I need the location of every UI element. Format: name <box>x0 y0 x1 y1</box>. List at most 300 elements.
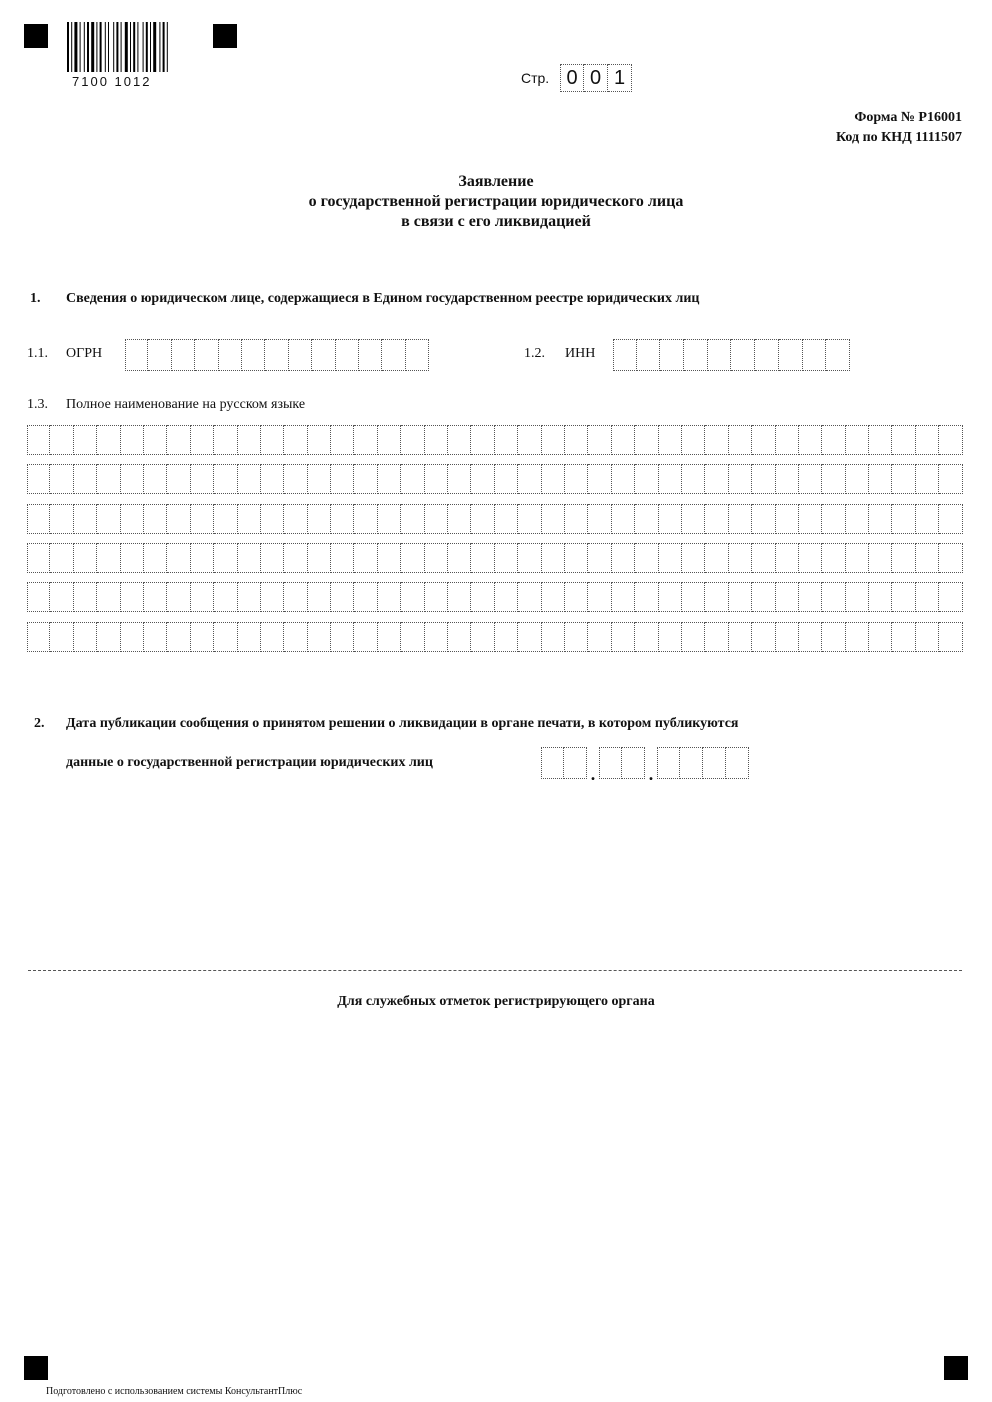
input-cell[interactable] <box>336 339 359 371</box>
input-cell[interactable] <box>612 504 635 534</box>
input-cell[interactable] <box>495 504 518 534</box>
input-cell[interactable] <box>916 543 939 573</box>
input-cell[interactable] <box>448 504 471 534</box>
input-cell[interactable] <box>378 582 401 612</box>
input-cell[interactable] <box>191 425 214 455</box>
input-cell[interactable] <box>121 504 144 534</box>
input-cell[interactable] <box>637 339 661 371</box>
input-cell[interactable] <box>284 504 307 534</box>
input-cell[interactable] <box>822 582 845 612</box>
input-cell[interactable] <box>382 339 405 371</box>
input-cell[interactable] <box>74 622 97 652</box>
input-cell[interactable] <box>27 504 50 534</box>
input-cell[interactable] <box>659 543 682 573</box>
input-cell[interactable] <box>284 425 307 455</box>
input-cell[interactable] <box>939 504 962 534</box>
input-cell[interactable] <box>242 339 265 371</box>
input-cell[interactable] <box>612 582 635 612</box>
input-cell[interactable] <box>74 582 97 612</box>
input-cell[interactable] <box>822 622 845 652</box>
input-cell[interactable] <box>588 582 611 612</box>
input-cell[interactable] <box>448 622 471 652</box>
input-cell[interactable] <box>846 425 869 455</box>
input-cell[interactable] <box>682 543 705 573</box>
input-cell[interactable] <box>238 464 261 494</box>
input-cell[interactable] <box>588 504 611 534</box>
input-cell[interactable] <box>752 622 775 652</box>
input-cell[interactable] <box>799 543 822 573</box>
date-cell[interactable] <box>622 747 645 779</box>
input-cell[interactable] <box>612 543 635 573</box>
input-cell[interactable] <box>167 504 190 534</box>
input-cell[interactable] <box>331 425 354 455</box>
input-cell[interactable] <box>916 464 939 494</box>
input-cell[interactable] <box>265 339 288 371</box>
input-cell[interactable] <box>822 464 845 494</box>
input-cell[interactable] <box>752 504 775 534</box>
fullname-row[interactable] <box>27 425 963 455</box>
input-cell[interactable] <box>729 582 752 612</box>
input-cell[interactable] <box>659 622 682 652</box>
input-cell[interactable] <box>705 464 728 494</box>
input-cell[interactable] <box>261 425 284 455</box>
input-cell[interactable] <box>27 543 50 573</box>
input-cell[interactable] <box>612 425 635 455</box>
input-cell[interactable] <box>331 504 354 534</box>
input-cell[interactable] <box>939 622 962 652</box>
input-cell[interactable] <box>705 543 728 573</box>
fullname-label: Полное наименование на русском языке <box>66 397 306 412</box>
input-cell[interactable] <box>659 582 682 612</box>
input-cell[interactable] <box>401 464 424 494</box>
input-cell[interactable] <box>542 543 565 573</box>
input-cell[interactable] <box>378 543 401 573</box>
input-cell[interactable] <box>50 582 73 612</box>
input-cell[interactable] <box>752 543 775 573</box>
input-cell[interactable] <box>121 425 144 455</box>
input-cell[interactable] <box>892 425 915 455</box>
input-cell[interactable] <box>378 464 401 494</box>
input-cell[interactable] <box>495 582 518 612</box>
input-cell[interactable] <box>776 425 799 455</box>
fullname-row[interactable] <box>27 622 963 652</box>
input-cell[interactable] <box>803 339 827 371</box>
input-cell[interactable] <box>238 425 261 455</box>
input-cell[interactable] <box>892 582 915 612</box>
input-cell[interactable] <box>214 504 237 534</box>
date-cell[interactable] <box>564 747 587 779</box>
input-cell[interactable] <box>776 543 799 573</box>
date-month-cells[interactable] <box>599 747 645 779</box>
input-cell[interactable] <box>779 339 803 371</box>
input-cell[interactable] <box>588 425 611 455</box>
input-cell[interactable] <box>708 339 732 371</box>
input-cell[interactable] <box>121 582 144 612</box>
input-cell[interactable] <box>495 543 518 573</box>
input-cell[interactable] <box>238 622 261 652</box>
input-cell[interactable] <box>565 425 588 455</box>
input-cell[interactable] <box>682 464 705 494</box>
date-year-cells[interactable] <box>657 747 749 779</box>
input-cell[interactable] <box>518 582 541 612</box>
input-cell[interactable] <box>219 339 242 371</box>
input-cell[interactable] <box>191 582 214 612</box>
publication-date-input[interactable] <box>541 747 749 784</box>
document-title <box>0 172 992 232</box>
input-cell[interactable] <box>50 425 73 455</box>
input-cell[interactable] <box>401 425 424 455</box>
input-cell[interactable] <box>261 464 284 494</box>
form-number: Форма № Р16001 <box>854 110 962 125</box>
date-cell[interactable] <box>726 747 749 779</box>
input-cell[interactable] <box>401 543 424 573</box>
fullname-row[interactable] <box>27 582 963 612</box>
input-cell[interactable] <box>425 464 448 494</box>
input-cell[interactable] <box>331 464 354 494</box>
input-cell[interactable] <box>261 543 284 573</box>
input-cell[interactable] <box>518 622 541 652</box>
input-cell[interactable] <box>195 339 218 371</box>
input-cell[interactable] <box>354 464 377 494</box>
input-cell[interactable] <box>752 582 775 612</box>
input-cell[interactable] <box>799 622 822 652</box>
input-cell[interactable] <box>308 504 331 534</box>
input-cell[interactable] <box>495 464 518 494</box>
input-cell[interactable] <box>214 582 237 612</box>
title-line-2: о государственной регистрации юридического лица <box>308 193 684 210</box>
input-cell[interactable] <box>495 622 518 652</box>
input-cell[interactable] <box>289 339 312 371</box>
input-cell[interactable] <box>378 504 401 534</box>
input-cell[interactable] <box>425 582 448 612</box>
input-cell[interactable] <box>308 543 331 573</box>
fullname-row[interactable] <box>27 543 963 573</box>
input-cell[interactable] <box>846 504 869 534</box>
input-cell[interactable] <box>284 543 307 573</box>
input-cell[interactable] <box>167 425 190 455</box>
input-cell[interactable] <box>939 425 962 455</box>
input-cell[interactable] <box>869 582 892 612</box>
input-cell[interactable] <box>682 582 705 612</box>
input-cell[interactable] <box>705 425 728 455</box>
input-cell[interactable] <box>799 582 822 612</box>
input-cell[interactable] <box>308 464 331 494</box>
input-cell[interactable] <box>939 582 962 612</box>
input-cell[interactable] <box>729 622 752 652</box>
input-cell[interactable] <box>799 464 822 494</box>
input-cell[interactable] <box>312 339 335 371</box>
input-cell[interactable] <box>471 543 494 573</box>
input-cell[interactable] <box>612 464 635 494</box>
date-cell[interactable] <box>599 747 622 779</box>
input-cell[interactable] <box>261 622 284 652</box>
input-cell[interactable] <box>214 543 237 573</box>
input-cell[interactable] <box>799 425 822 455</box>
input-cell[interactable] <box>354 425 377 455</box>
input-cell[interactable] <box>869 622 892 652</box>
input-cell[interactable] <box>354 582 377 612</box>
input-cell[interactable] <box>144 622 167 652</box>
input-cell[interactable] <box>144 543 167 573</box>
input-cell[interactable] <box>172 339 195 371</box>
input-cell[interactable] <box>354 504 377 534</box>
input-cell[interactable] <box>542 464 565 494</box>
input-cell[interactable] <box>518 464 541 494</box>
input-cell[interactable] <box>50 622 73 652</box>
form-identifier <box>836 108 962 148</box>
input-cell[interactable] <box>121 622 144 652</box>
input-cell[interactable] <box>892 543 915 573</box>
input-cell[interactable] <box>191 464 214 494</box>
inn-input-cells[interactable] <box>613 339 850 371</box>
input-cell[interactable] <box>916 582 939 612</box>
input-cell[interactable] <box>869 425 892 455</box>
input-cell[interactable] <box>635 464 658 494</box>
title-line-1: Заявление <box>458 173 534 190</box>
section-1-number: 1. <box>30 291 41 306</box>
input-cell[interactable] <box>565 622 588 652</box>
input-cell[interactable] <box>635 622 658 652</box>
input-cell[interactable] <box>425 622 448 652</box>
input-cell[interactable] <box>97 543 120 573</box>
input-cell[interactable] <box>705 504 728 534</box>
input-cell[interactable] <box>354 622 377 652</box>
input-cell[interactable] <box>869 543 892 573</box>
input-cell[interactable] <box>406 339 429 371</box>
input-cell[interactable] <box>167 464 190 494</box>
input-cell[interactable] <box>448 582 471 612</box>
input-cell[interactable] <box>542 622 565 652</box>
date-cell[interactable] <box>657 747 680 779</box>
date-day-cells[interactable] <box>541 747 587 779</box>
input-cell[interactable] <box>50 543 73 573</box>
input-cell[interactable] <box>238 504 261 534</box>
input-cell[interactable] <box>167 543 190 573</box>
input-cell[interactable] <box>284 582 307 612</box>
input-cell[interactable] <box>939 464 962 494</box>
input-cell[interactable] <box>308 622 331 652</box>
input-cell[interactable] <box>916 425 939 455</box>
page-digit: 0 <box>584 64 608 92</box>
input-cell[interactable] <box>214 622 237 652</box>
input-cell[interactable] <box>471 504 494 534</box>
input-cell[interactable] <box>846 582 869 612</box>
input-cell[interactable] <box>869 464 892 494</box>
input-cell[interactable] <box>401 622 424 652</box>
page-digit: 0 <box>560 64 584 92</box>
input-cell[interactable] <box>635 504 658 534</box>
date-cell[interactable] <box>541 747 564 779</box>
input-cell[interactable] <box>705 622 728 652</box>
input-cell[interactable] <box>167 582 190 612</box>
date-cell[interactable] <box>703 747 726 779</box>
input-cell[interactable] <box>331 582 354 612</box>
ogrn-input-cells[interactable] <box>125 339 429 371</box>
input-cell[interactable] <box>261 582 284 612</box>
input-cell[interactable] <box>238 543 261 573</box>
input-cell[interactable] <box>191 622 214 652</box>
input-cell[interactable] <box>238 582 261 612</box>
input-cell[interactable] <box>74 543 97 573</box>
input-cell[interactable] <box>125 339 148 371</box>
input-cell[interactable] <box>588 543 611 573</box>
input-cell[interactable] <box>97 622 120 652</box>
input-cell[interactable] <box>191 543 214 573</box>
input-cell[interactable] <box>565 543 588 573</box>
input-cell[interactable] <box>471 622 494 652</box>
input-cell[interactable] <box>660 339 684 371</box>
input-cell[interactable] <box>659 504 682 534</box>
input-cell[interactable] <box>659 464 682 494</box>
input-cell[interactable] <box>752 425 775 455</box>
input-cell[interactable] <box>144 425 167 455</box>
input-cell[interactable] <box>359 339 382 371</box>
input-cell[interactable] <box>542 504 565 534</box>
ogrn-number: 1.1. <box>27 346 48 361</box>
input-cell[interactable] <box>892 622 915 652</box>
input-cell[interactable] <box>939 543 962 573</box>
input-cell[interactable] <box>752 464 775 494</box>
input-cell[interactable] <box>869 504 892 534</box>
input-cell[interactable] <box>518 504 541 534</box>
input-cell[interactable] <box>191 504 214 534</box>
input-cell[interactable] <box>97 582 120 612</box>
input-cell[interactable] <box>776 464 799 494</box>
input-cell[interactable] <box>892 504 915 534</box>
corner-marker-bottom-left <box>24 1356 48 1380</box>
input-cell[interactable] <box>542 582 565 612</box>
input-cell[interactable] <box>846 622 869 652</box>
input-cell[interactable] <box>148 339 171 371</box>
input-cell[interactable] <box>401 504 424 534</box>
input-cell[interactable] <box>121 464 144 494</box>
input-cell[interactable] <box>144 582 167 612</box>
input-cell[interactable] <box>214 425 237 455</box>
date-cell[interactable] <box>680 747 703 779</box>
input-cell[interactable] <box>144 464 167 494</box>
input-cell[interactable] <box>331 543 354 573</box>
input-cell[interactable] <box>846 464 869 494</box>
input-cell[interactable] <box>682 504 705 534</box>
input-cell[interactable] <box>308 582 331 612</box>
input-cell[interactable] <box>27 582 50 612</box>
input-cell[interactable] <box>729 464 752 494</box>
input-cell[interactable] <box>916 622 939 652</box>
input-cell[interactable] <box>331 622 354 652</box>
input-cell[interactable] <box>892 464 915 494</box>
input-cell[interactable] <box>425 504 448 534</box>
date-separator: . <box>648 764 654 784</box>
input-cell[interactable] <box>729 425 752 455</box>
input-cell[interactable] <box>826 339 850 371</box>
input-cell[interactable] <box>635 543 658 573</box>
input-cell[interactable] <box>27 622 50 652</box>
input-cell[interactable] <box>214 464 237 494</box>
input-cell[interactable] <box>518 425 541 455</box>
input-cell[interactable] <box>588 622 611 652</box>
input-cell[interactable] <box>425 425 448 455</box>
section-2-number: 2. <box>34 716 45 731</box>
input-cell[interactable] <box>284 464 307 494</box>
input-cell[interactable] <box>144 504 167 534</box>
input-cell[interactable] <box>822 504 845 534</box>
input-cell[interactable] <box>284 622 307 652</box>
input-cell[interactable] <box>612 622 635 652</box>
input-cell[interactable] <box>50 504 73 534</box>
input-cell[interactable] <box>97 464 120 494</box>
input-cell[interactable] <box>846 543 869 573</box>
input-cell[interactable] <box>495 425 518 455</box>
input-cell[interactable] <box>565 464 588 494</box>
input-cell[interactable] <box>565 582 588 612</box>
input-cell[interactable] <box>354 543 377 573</box>
input-cell[interactable] <box>401 582 424 612</box>
input-cell[interactable] <box>448 425 471 455</box>
input-cell[interactable] <box>471 464 494 494</box>
fullname-row[interactable] <box>27 504 963 534</box>
input-cell[interactable] <box>27 425 50 455</box>
input-cell[interactable] <box>378 425 401 455</box>
input-cell[interactable] <box>74 425 97 455</box>
input-cell[interactable] <box>684 339 708 371</box>
footer-note: Подготовлено с использованием системы КонсультантПлюс <box>46 1386 303 1397</box>
input-cell[interactable] <box>729 543 752 573</box>
input-cell[interactable] <box>471 425 494 455</box>
input-cell[interactable] <box>518 543 541 573</box>
input-cell[interactable] <box>776 504 799 534</box>
input-cell[interactable] <box>74 504 97 534</box>
barcode-icon <box>65 22 193 72</box>
input-cell[interactable] <box>50 464 73 494</box>
input-cell[interactable] <box>448 543 471 573</box>
input-cell[interactable] <box>97 504 120 534</box>
input-cell[interactable] <box>659 425 682 455</box>
input-cell[interactable] <box>705 582 728 612</box>
input-cell[interactable] <box>97 425 120 455</box>
date-separator: . <box>590 764 596 784</box>
input-cell[interactable] <box>425 543 448 573</box>
input-cell[interactable] <box>261 504 284 534</box>
input-cell[interactable] <box>542 425 565 455</box>
input-cell[interactable] <box>121 543 144 573</box>
input-cell[interactable] <box>682 425 705 455</box>
fullname-row[interactable] <box>27 464 963 494</box>
input-cell[interactable] <box>916 504 939 534</box>
input-cell[interactable] <box>471 582 494 612</box>
input-cell[interactable] <box>729 504 752 534</box>
input-cell[interactable] <box>565 504 588 534</box>
input-cell[interactable] <box>378 622 401 652</box>
input-cell[interactable] <box>822 425 845 455</box>
input-cell[interactable] <box>635 582 658 612</box>
input-cell[interactable] <box>682 622 705 652</box>
input-cell[interactable] <box>74 464 97 494</box>
input-cell[interactable] <box>635 425 658 455</box>
input-cell[interactable] <box>167 622 190 652</box>
input-cell[interactable] <box>308 425 331 455</box>
input-cell[interactable] <box>613 339 637 371</box>
input-cell[interactable] <box>448 464 471 494</box>
input-cell[interactable] <box>776 582 799 612</box>
input-cell[interactable] <box>27 464 50 494</box>
ogrn-label: ОГРН <box>66 346 103 361</box>
input-cell[interactable] <box>755 339 779 371</box>
input-cell[interactable] <box>822 543 845 573</box>
input-cell[interactable] <box>731 339 755 371</box>
input-cell[interactable] <box>799 504 822 534</box>
input-cell[interactable] <box>776 622 799 652</box>
input-cell[interactable] <box>588 464 611 494</box>
